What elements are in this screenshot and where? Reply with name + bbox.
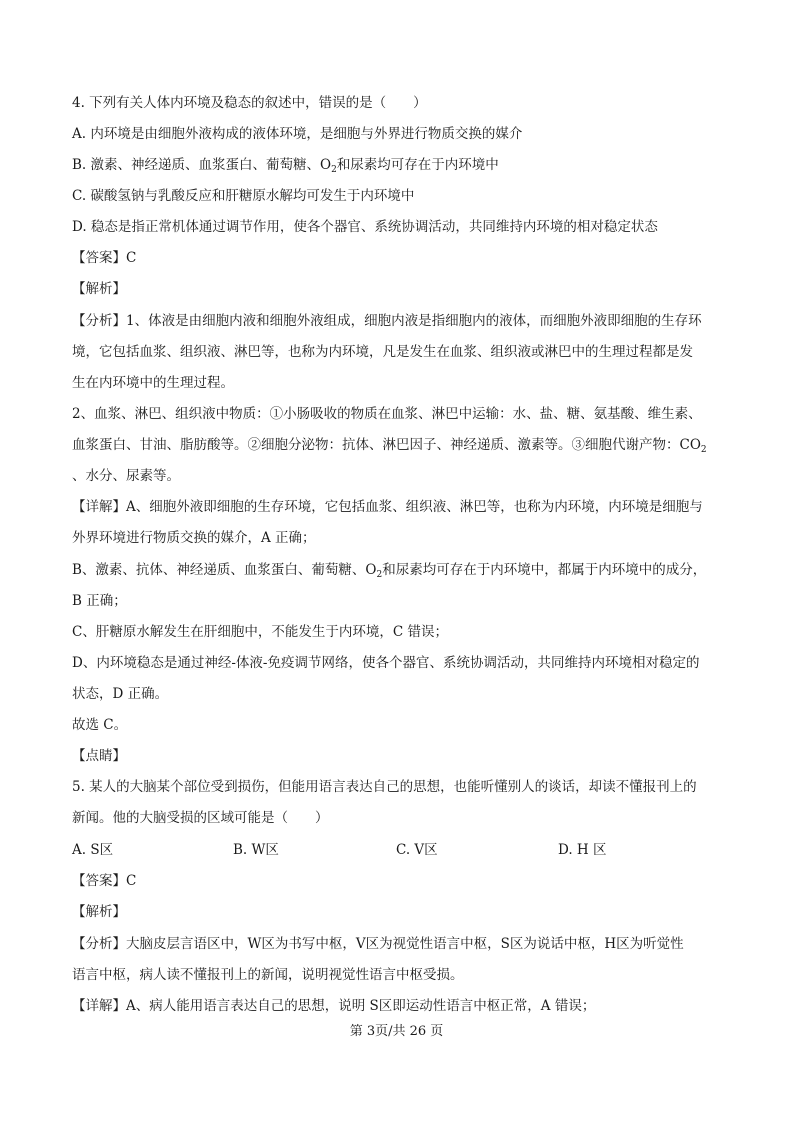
q4-option-d: D. 稳态是指正常机体通过调节作用，使各个器官、系统协调活动，共同维持内环境的相对稳定状态 <box>72 219 658 235</box>
q4-analysis-tag: 【解析】 <box>72 281 126 297</box>
q5-option-a: A. S区 <box>72 842 114 858</box>
q4-option-b: B. 激素、神经递质、血浆蛋白、葡萄糖、$O_2$和尿素均可存在于内环境中 <box>72 157 499 175</box>
page-footer: 第 3页/共 26 页 <box>349 1024 444 1039</box>
q5-stem-line-2: 新闻。他的大脑受损的区域可能是（ ） <box>72 810 329 826</box>
q4-detail-line-1: 【详解】A、细胞外液即细胞的生存环境，它包括血浆、组织液、淋巴等，也称为内环境，内环境是细胞与 <box>72 499 703 515</box>
q4-analysis-line-4: 2、血浆、淋巴、组织液中物质：①小肠吸收的物质在血浆、淋巴中运输：水、盐、糖、氨基酸、维生素、 <box>72 406 702 422</box>
q5-option-b: B. W区 <box>233 842 279 858</box>
q5-analysis-tag: 【解析】 <box>72 904 126 920</box>
q4-stem: 4. 下列有关人体内环境及稳态的叙述中，错误的是（ ） <box>72 95 427 111</box>
q4-analysis-line-1: 【分析】1、体液是由细胞内液和细胞外液组成，细胞内液是指细胞内的液体，而细胞外液即细胞的生存环 <box>72 313 702 329</box>
q4-detail-line-3: B、激素、抗体、神经递质、血浆蛋白、葡萄糖、$O_2$和尿素均可存在于内环境中，都属于内环境中的成分， <box>72 562 707 580</box>
q5-stem-line-1: 5. 某人的大脑某个部位受到损伤，但能用语言表达自己的思想，也能听懂别人的谈话，却读不懂报刊上的 <box>72 779 697 795</box>
q4-analysis-line-2: 境，它包括血浆、组织液、淋巴等，也称为内环境，凡是发生在血浆、组织液或淋巴中的生理过程都是发 <box>72 344 693 360</box>
q4-detail-line-7: 状态，D 正确。 <box>72 686 169 702</box>
q5-analysis-line-2: 语言中枢，病人读不懂报刊上的新闻，说明视觉性语言中枢受损。 <box>72 967 464 983</box>
q4-option-c: C. 碳酸氢钠与乳酸反应和肝糖原水解均可发生于内环境中 <box>72 188 415 204</box>
q5-option-d: D. H 区 <box>558 842 607 858</box>
q5-detail-line-1: 【详解】A、病人能用语言表达自己的思想，说明 S区即运动性语言中枢正常，A 错误； <box>72 998 596 1014</box>
q4-analysis-line-6: 、水分、尿素等。 <box>72 468 180 484</box>
q4-analysis-line-5: 血浆蛋白、甘油、脂肪酸等。②细胞分泌物：抗体、淋巴因子、神经递质、激素等。③细胞代谢产物：$CO_2$ <box>72 437 707 455</box>
q4-detail-line-6: D、内环境稳态是通过神经-体液-免疫调节网络，使各个器官、系统协调活动，共同维持内环境相对稳定的 <box>72 655 700 671</box>
q5-answer: 【答案】C <box>72 873 137 889</box>
q4-option-a: A. 内环境是由细胞外液构成的液体环境，是细胞与外界进行物质交换的媒介 <box>72 126 523 142</box>
q5-analysis-line-1: 【分析】大脑皮层言语区中，W区为书写中枢，V区为视觉性语言中枢，S区为说话中枢，H区为听觉性 <box>72 936 684 952</box>
q4-detail-line-2: 外界环境进行物质交换的媒介，A 正确； <box>72 530 316 546</box>
q4-answer: 【答案】C <box>72 250 137 266</box>
q4-detail-line-5: C、肝糖原水解发生在肝细胞中，不能发生于内环境，C 错误； <box>72 624 448 640</box>
q4-highlight-tag: 【点睛】 <box>72 748 126 764</box>
q5-option-c: C. V区 <box>396 842 438 858</box>
q4-conclusion: 故选 C。 <box>72 717 128 733</box>
q4-analysis-line-3: 生在内环境中的生理过程。 <box>72 375 234 391</box>
q4-detail-line-4: B 正确； <box>72 593 127 609</box>
document-page <box>72 0 722 1123</box>
